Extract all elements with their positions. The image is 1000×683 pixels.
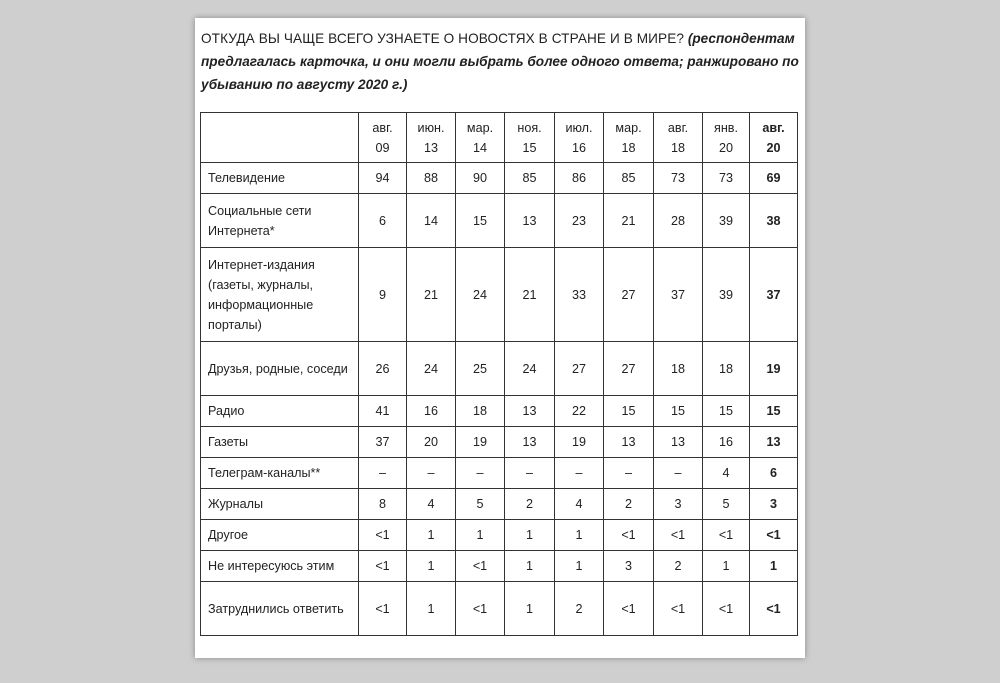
value-cell: – (407, 458, 456, 489)
value-cell: 3 (604, 551, 654, 582)
value-cell: – (604, 458, 654, 489)
value-cell: 9 (359, 248, 407, 342)
value-cell: 90 (456, 163, 505, 194)
table-header-row (201, 113, 798, 163)
value-cell: 27 (555, 342, 604, 396)
value-cell: 85 (505, 163, 555, 194)
survey-title (201, 27, 801, 96)
row-label: Журналы (201, 489, 359, 520)
value-cell: 21 (407, 248, 456, 342)
value-cell: 22 (555, 396, 604, 427)
value-cell: 73 (703, 163, 750, 194)
header-corner-cell (201, 113, 359, 163)
value-cell: 19 (750, 342, 798, 396)
column-header (604, 113, 654, 163)
value-cell: 26 (359, 342, 407, 396)
column-header (407, 113, 456, 163)
row-label: Газеты (201, 427, 359, 458)
value-cell: 1 (505, 520, 555, 551)
value-cell: <1 (456, 551, 505, 582)
survey-card (195, 18, 805, 658)
survey-note: (респондентам предлагалась карточка, и они могли выбрать более одного ответа; ранжировано по убыванию по августу 2020 г.) (201, 31, 799, 92)
column-header-year: 18 (670, 140, 685, 155)
value-cell: 25 (456, 342, 505, 396)
value-cell: 6 (359, 194, 407, 248)
value-cell: 18 (456, 396, 505, 427)
survey-table (200, 112, 798, 636)
value-cell: 5 (703, 489, 750, 520)
table-row (201, 551, 798, 582)
value-cell: 13 (505, 427, 555, 458)
value-cell: <1 (703, 520, 750, 551)
value-cell: <1 (359, 582, 407, 636)
table-row (201, 427, 798, 458)
value-cell: <1 (654, 520, 703, 551)
value-cell: 37 (750, 248, 798, 342)
value-cell: – (359, 458, 407, 489)
value-cell: <1 (750, 582, 798, 636)
value-cell: 94 (359, 163, 407, 194)
value-cell: 15 (654, 396, 703, 427)
value-cell: 86 (555, 163, 604, 194)
table-row (201, 520, 798, 551)
value-cell: <1 (750, 520, 798, 551)
value-cell: 3 (654, 489, 703, 520)
value-cell: 5 (456, 489, 505, 520)
value-cell: 39 (703, 194, 750, 248)
value-cell: 1 (505, 582, 555, 636)
row-label: Интернет-издания (газеты, журналы, информационные порталы) (201, 248, 359, 342)
value-cell: 3 (750, 489, 798, 520)
value-cell: 1 (750, 551, 798, 582)
column-header (359, 113, 407, 163)
column-header (703, 113, 750, 163)
value-cell: 16 (703, 427, 750, 458)
value-cell: 21 (505, 248, 555, 342)
value-cell: <1 (359, 520, 407, 551)
column-header-month: ноя. (517, 120, 542, 135)
table-row (201, 248, 798, 342)
column-header-month: авг. (372, 120, 393, 135)
table-row (201, 489, 798, 520)
row-label: Друзья, родные, соседи (201, 342, 359, 396)
table-row (201, 458, 798, 489)
value-cell: 1 (505, 551, 555, 582)
value-cell: 13 (750, 427, 798, 458)
column-header-year: 18 (621, 140, 636, 155)
value-cell: 15 (604, 396, 654, 427)
column-header (654, 113, 703, 163)
value-cell: – (456, 458, 505, 489)
value-cell: 24 (456, 248, 505, 342)
value-cell: 88 (407, 163, 456, 194)
survey-question: ОТКУДА ВЫ ЧАЩЕ ВСЕГО УЗНАЕТЕ О НОВОСТЯХ В СТРАНЕ И В МИРЕ? (201, 31, 685, 46)
column-header-month: июн. (417, 120, 445, 135)
value-cell: 19 (456, 427, 505, 458)
value-cell: 4 (407, 489, 456, 520)
column-header-month: мар. (615, 120, 642, 135)
column-header-year: 09 (375, 140, 390, 155)
value-cell: 15 (703, 396, 750, 427)
row-label: Телевидение (201, 163, 359, 194)
value-cell: 37 (359, 427, 407, 458)
value-cell: 19 (555, 427, 604, 458)
column-header-month: мар. (466, 120, 494, 135)
value-cell: <1 (456, 582, 505, 636)
table-row (201, 396, 798, 427)
value-cell: 8 (359, 489, 407, 520)
value-cell: 20 (407, 427, 456, 458)
value-cell: 37 (654, 248, 703, 342)
value-cell: <1 (604, 582, 654, 636)
value-cell: <1 (654, 582, 703, 636)
row-label: Социальные сети Интернета* (201, 194, 359, 248)
value-cell: 18 (654, 342, 703, 396)
row-label: Затруднились ответить (201, 582, 359, 636)
value-cell: 13 (604, 427, 654, 458)
value-cell: 15 (456, 194, 505, 248)
table-row (201, 582, 798, 636)
column-header (456, 113, 505, 163)
value-cell: – (505, 458, 555, 489)
value-cell: 2 (555, 582, 604, 636)
value-cell: 38 (750, 194, 798, 248)
column-header-year: 16 (571, 140, 586, 155)
row-label: Телеграм-каналы** (201, 458, 359, 489)
value-cell: <1 (604, 520, 654, 551)
value-cell: 1 (703, 551, 750, 582)
value-cell: 14 (407, 194, 456, 248)
value-cell: – (654, 458, 703, 489)
value-cell: 28 (654, 194, 703, 248)
value-cell: 13 (654, 427, 703, 458)
value-cell: 18 (703, 342, 750, 396)
value-cell: 15 (750, 396, 798, 427)
value-cell: – (555, 458, 604, 489)
row-label: Другое (201, 520, 359, 551)
value-cell: 21 (604, 194, 654, 248)
value-cell: 2 (654, 551, 703, 582)
column-header-year: 20 (766, 140, 781, 155)
column-header-month: июл. (565, 120, 593, 135)
row-label: Не интересуюсь этим (201, 551, 359, 582)
column-header (505, 113, 555, 163)
column-header-year: 13 (423, 140, 438, 155)
column-header-month: авг. (762, 120, 785, 135)
value-cell: 39 (703, 248, 750, 342)
value-cell: 2 (604, 489, 654, 520)
column-header-month: янв. (714, 120, 738, 135)
table-row (201, 342, 798, 396)
value-cell: 85 (604, 163, 654, 194)
column-header (750, 113, 798, 163)
table-row (201, 194, 798, 248)
value-cell: 1 (555, 520, 604, 551)
value-cell: 33 (555, 248, 604, 342)
value-cell: 73 (654, 163, 703, 194)
column-header-year: 20 (718, 140, 733, 155)
value-cell: 27 (604, 248, 654, 342)
value-cell: 4 (703, 458, 750, 489)
row-label: Радио (201, 396, 359, 427)
value-cell: 1 (555, 551, 604, 582)
value-cell: 4 (555, 489, 604, 520)
value-cell: 1 (456, 520, 505, 551)
value-cell: <1 (703, 582, 750, 636)
column-header-year: 15 (522, 140, 537, 155)
table-row (201, 163, 798, 194)
value-cell: 1 (407, 520, 456, 551)
value-cell: 6 (750, 458, 798, 489)
value-cell: 69 (750, 163, 798, 194)
value-cell: 41 (359, 396, 407, 427)
value-cell: 24 (407, 342, 456, 396)
value-cell: 24 (505, 342, 555, 396)
value-cell: 13 (505, 194, 555, 248)
value-cell: 16 (407, 396, 456, 427)
value-cell: 1 (407, 582, 456, 636)
column-header-year: 14 (472, 140, 487, 155)
value-cell: 27 (604, 342, 654, 396)
column-header (555, 113, 604, 163)
value-cell: 23 (555, 194, 604, 248)
value-cell: 1 (407, 551, 456, 582)
column-header-month: авг. (667, 120, 689, 135)
value-cell: 13 (505, 396, 555, 427)
value-cell: 2 (505, 489, 555, 520)
value-cell: <1 (359, 551, 407, 582)
